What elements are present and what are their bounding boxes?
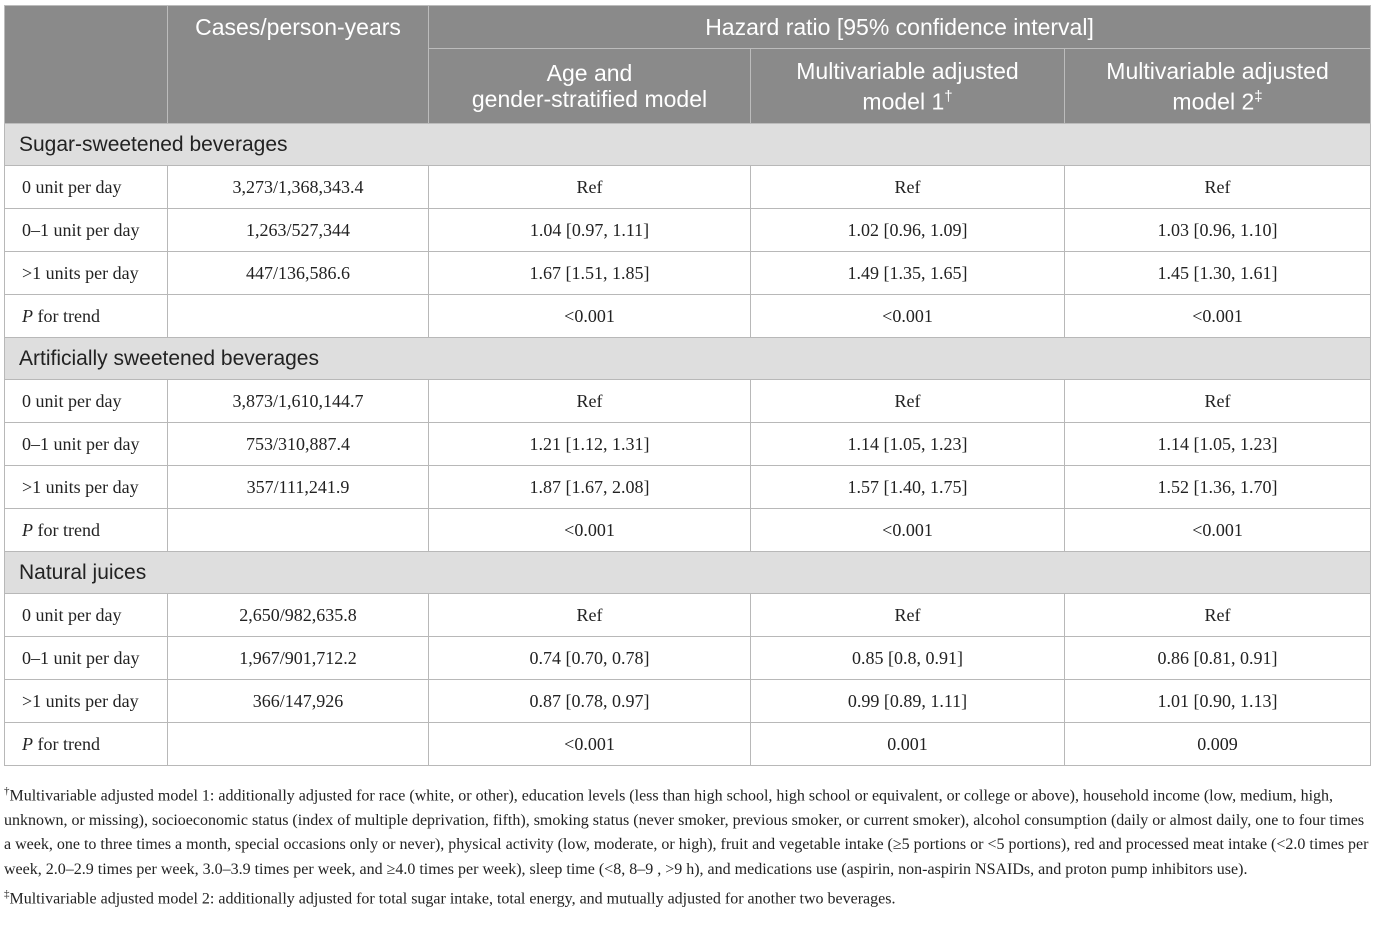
cell-age-model: 1.04 [0.97, 1.11] xyxy=(429,209,751,252)
cell-age-model: 0.87 [0.78, 0.97] xyxy=(429,680,751,723)
row-label-text: for trend xyxy=(33,519,100,540)
header-model-age-line1: Age and xyxy=(546,60,633,86)
table-row xyxy=(5,252,1371,295)
header-model-age-line2: gender-stratified model xyxy=(471,86,708,112)
cell-cases: 447/136,586.6 xyxy=(168,252,429,295)
dagger-mark: † xyxy=(944,87,953,105)
section-header-row xyxy=(5,124,1371,166)
cell-model-2: 1.01 [0.90, 1.13] xyxy=(1065,680,1371,723)
header-model-1-line1: Multivariable adjusted xyxy=(796,57,1019,84)
cell-age-model: 1.21 [1.12, 1.31] xyxy=(429,423,751,466)
header-cases xyxy=(168,6,429,124)
cell-model-1: 1.14 [1.05, 1.23] xyxy=(751,423,1065,466)
row-label-text: >1 units per day xyxy=(22,476,139,497)
cell-model-2: 0.009 xyxy=(1065,723,1371,766)
header-model-1 xyxy=(751,49,1065,124)
row-label xyxy=(5,509,168,552)
header-model-2-line2-wrap xyxy=(1065,84,1370,115)
row-label-text: 0 unit per day xyxy=(22,604,122,625)
row-label xyxy=(5,209,168,252)
cell-model-1: 1.02 [0.96, 1.09] xyxy=(751,209,1065,252)
cell-cases: 357/111,241.9 xyxy=(168,466,429,509)
cell-model-2: <0.001 xyxy=(1065,295,1371,338)
cell-model-2: 1.52 [1.36, 1.70] xyxy=(1065,466,1371,509)
cell-age-model: 1.87 [1.67, 2.08] xyxy=(429,466,751,509)
row-label-italic: P xyxy=(22,519,33,540)
cell-model-1: Ref xyxy=(751,380,1065,423)
row-label-text: 0–1 unit per day xyxy=(22,219,140,240)
cell-model-1: Ref xyxy=(751,166,1065,209)
table-row xyxy=(5,166,1371,209)
cell-age-model: 1.67 [1.51, 1.85] xyxy=(429,252,751,295)
row-label xyxy=(5,295,168,338)
footnote-2-text: Multivariable adjusted model 2: additionally adjusted for total sugar intake, total energy, and mutually adjusted for another two beverages. xyxy=(9,890,896,908)
header-blank-cell xyxy=(5,6,168,124)
row-label xyxy=(5,252,168,295)
row-label-text: 0–1 unit per day xyxy=(22,433,140,454)
cell-cases xyxy=(168,723,429,766)
header-hr-group-label: Hazard ratio [95% confidence interval] xyxy=(705,14,1094,40)
row-label-italic: P xyxy=(22,733,33,754)
table-row xyxy=(5,509,1371,552)
cell-model-2: 0.86 [0.81, 0.91] xyxy=(1065,637,1371,680)
section-title: Artificially sweetened beverages xyxy=(5,338,1371,380)
cell-cases: 366/147,926 xyxy=(168,680,429,723)
row-label xyxy=(5,166,168,209)
table-row xyxy=(5,209,1371,252)
table-row xyxy=(5,680,1371,723)
section-header-row xyxy=(5,552,1371,594)
cell-cases xyxy=(168,295,429,338)
cell-cases: 3,273/1,368,343.4 xyxy=(168,166,429,209)
row-label xyxy=(5,466,168,509)
table-row xyxy=(5,466,1371,509)
row-label xyxy=(5,594,168,637)
table-footnotes xyxy=(4,779,1370,912)
cell-model-1: Ref xyxy=(751,594,1065,637)
row-label xyxy=(5,423,168,466)
section-header-row xyxy=(5,338,1371,380)
header-model-age xyxy=(429,49,751,124)
cell-cases: 3,873/1,610,144.7 xyxy=(168,380,429,423)
row-label-text: >1 units per day xyxy=(22,262,139,283)
cell-model-2: 1.14 [1.05, 1.23] xyxy=(1065,423,1371,466)
row-label xyxy=(5,380,168,423)
cell-model-1: 0.001 xyxy=(751,723,1065,766)
footnote-2 xyxy=(4,882,1370,912)
cell-model-2: Ref xyxy=(1065,166,1371,209)
cell-model-1: 0.85 [0.8, 0.91] xyxy=(751,637,1065,680)
cell-age-model: Ref xyxy=(429,380,751,423)
table-row xyxy=(5,594,1371,637)
cell-age-model: Ref xyxy=(429,166,751,209)
cell-cases: 2,650/982,635.8 xyxy=(168,594,429,637)
footnote-1-text: Multivariable adjusted model 1: additionally adjusted for race (white, or other), education levels (less than high school, high school or equivalent, or college or above), household income (low, medium, high, unknown, or missing), socioeconomic status (index of multiple deprivation, fifth), smoking status (never smoker, previous smoker, or current smoker), alcohol consumption (daily or almost daily, one to four times a week, one to three times a month, special occasions only or never), physical activity (low, moderate, or high), fruit and vegetable intake (≥5 portions or <5 portions), red and processed meat intake (<2.0 times per week, 2.0–2.9 times per week, 3.0–3.9 times per week, and ≥4.0 times per week), sleep time (<8, 8–9 , >9 h), and medications use (aspirin, non-aspirin NSAIDs, and proton pump inhibitors use). xyxy=(4,787,1369,878)
row-label xyxy=(5,680,168,723)
row-label xyxy=(5,637,168,680)
cell-model-1: 1.49 [1.35, 1.65] xyxy=(751,252,1065,295)
header-model-2 xyxy=(1065,49,1371,124)
cell-model-2: Ref xyxy=(1065,594,1371,637)
row-label xyxy=(5,723,168,766)
cell-model-2: 1.03 [0.96, 1.10] xyxy=(1065,209,1371,252)
cell-age-model: 0.74 [0.70, 0.78] xyxy=(429,637,751,680)
table-row xyxy=(5,723,1371,766)
hazard-ratio-table xyxy=(4,5,1371,766)
cell-model-1: <0.001 xyxy=(751,295,1065,338)
cell-age-model: <0.001 xyxy=(429,295,751,338)
table-row xyxy=(5,423,1371,466)
header-model-1-line2: model 1 xyxy=(862,88,945,115)
footnote-1 xyxy=(4,779,1370,882)
cell-age-model: Ref xyxy=(429,594,751,637)
cell-cases: 1,263/527,344 xyxy=(168,209,429,252)
cell-model-1: 1.57 [1.40, 1.75] xyxy=(751,466,1065,509)
row-label-text: 0–1 unit per day xyxy=(22,647,140,668)
table-row xyxy=(5,380,1371,423)
header-model-1-line2-wrap xyxy=(751,84,1064,115)
row-label-text: >1 units per day xyxy=(22,690,139,711)
cell-cases: 1,967/901,712.2 xyxy=(168,637,429,680)
row-label-text: 0 unit per day xyxy=(22,390,122,411)
cell-model-2: 1.45 [1.30, 1.61] xyxy=(1065,252,1371,295)
header-model-2-line1: Multivariable adjusted xyxy=(1106,57,1329,84)
cell-model-1: 0.99 [0.89, 1.11] xyxy=(751,680,1065,723)
section-title: Natural juices xyxy=(5,552,1371,594)
double-dagger-mark: ‡ xyxy=(1254,87,1263,105)
cell-cases: 753/310,887.4 xyxy=(168,423,429,466)
table-row xyxy=(5,295,1371,338)
header-hr-group xyxy=(429,6,1371,49)
header-cases-label: Cases/person-years xyxy=(195,14,401,40)
cell-model-2: <0.001 xyxy=(1065,509,1371,552)
row-label-text: 0 unit per day xyxy=(22,176,122,197)
footnote-1-mark: † xyxy=(4,785,10,797)
cell-age-model: <0.001 xyxy=(429,509,751,552)
cell-model-2: Ref xyxy=(1065,380,1371,423)
footnote-2-mark: ‡ xyxy=(4,888,10,901)
section-title: Sugar-sweetened beverages xyxy=(5,124,1371,166)
cell-model-1: <0.001 xyxy=(751,509,1065,552)
table-body xyxy=(5,124,1371,766)
results-table-container xyxy=(4,5,1370,766)
table-row xyxy=(5,637,1371,680)
cell-cases xyxy=(168,509,429,552)
row-label-text: for trend xyxy=(33,733,100,754)
row-label-text: for trend xyxy=(33,305,100,326)
header-model-2-line2: model 2 xyxy=(1172,88,1255,115)
header-row-1 xyxy=(5,6,1371,49)
row-label-italic: P xyxy=(22,305,33,326)
cell-age-model: <0.001 xyxy=(429,723,751,766)
